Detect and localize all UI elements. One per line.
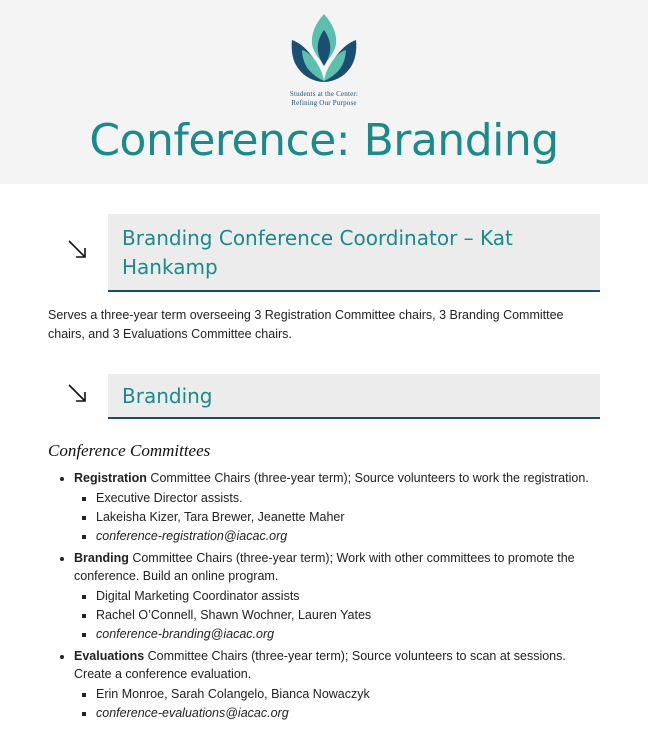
list-item [96, 587, 600, 605]
list-item [96, 704, 600, 722]
committee-text: Committee Chairs (three-year term); Work with other committees to promote the conference. Build an online program. [74, 551, 575, 583]
sub-text: Digital Marketing Coordinator assists [96, 589, 300, 603]
sub-text: Rachel O’Connell, Shawn Wochner, Lauren Yates [96, 608, 372, 622]
sub-text: Executive Director assists. [96, 491, 243, 505]
logo-wrap [0, 10, 648, 108]
document-content [0, 214, 648, 722]
email-link[interactable]: conference-registration@iacac.org [96, 529, 288, 543]
committee-label: Registration [74, 471, 147, 485]
committee-list [48, 469, 600, 722]
list-item [96, 508, 600, 526]
list-item [74, 647, 600, 722]
list-item [96, 685, 600, 703]
arrow-cell [48, 374, 108, 419]
committee-label: Branding [74, 551, 129, 565]
committee-label: Evaluations [74, 649, 145, 663]
arrow-down-right-icon [65, 237, 91, 263]
sub-text: Lakeisha Kizer, Tara Brewer, Jeanette Maher [96, 510, 345, 524]
list-item [96, 606, 600, 624]
email-link[interactable]: conference-branding@iacac.org [96, 627, 275, 641]
section-coordinator-header [48, 214, 600, 292]
committee-text: Committee Chairs (three-year term); Source volunteers to work the registration. [146, 471, 589, 485]
section-coordinator-title: Branding Conference Coordinator – Kat Hankamp [122, 226, 513, 279]
page-title: Conference: Branding [89, 115, 559, 166]
logo-tagline-line1: Students at the Center: [289, 90, 359, 98]
lotus-logo-icon [278, 10, 370, 92]
list-item [74, 549, 600, 643]
list-item [96, 489, 600, 507]
arrow-down-right-icon [65, 381, 91, 407]
page-header-band [0, 0, 648, 184]
committee-sublist [74, 685, 600, 722]
list-item [74, 469, 600, 545]
section-coordinator [48, 214, 600, 344]
sub-text: Erin Monroe, Sarah Colangelo, Bianca Nowaczyk [96, 687, 370, 701]
committee-text: Committee Chairs (three-year term); Source volunteers to scan at sessions. Create a conference evaluation. [74, 649, 566, 681]
list-item [96, 625, 600, 643]
conference-committees-subheading: Conference Committees [48, 441, 211, 460]
committee-sublist [74, 587, 600, 643]
arrow-cell [48, 214, 108, 292]
section-branding [48, 374, 600, 722]
email-link[interactable]: conference-evaluations@iacac.org [96, 706, 289, 720]
section-coordinator-title-bar [108, 214, 600, 292]
committee-sublist [74, 489, 600, 545]
section-branding-header [48, 374, 600, 419]
section-coordinator-paragraph: Serves a three-year term overseeing 3 Registration Committee chairs, 3 Branding Committee chairs, and 3 Evaluations Committee chairs. [48, 308, 564, 341]
logo-tagline [290, 90, 358, 108]
list-item [96, 527, 600, 545]
section-branding-title: Branding [122, 384, 213, 408]
section-branding-title-bar [108, 374, 600, 419]
logo-tagline-line2: Refining Our Purpose [291, 99, 357, 107]
